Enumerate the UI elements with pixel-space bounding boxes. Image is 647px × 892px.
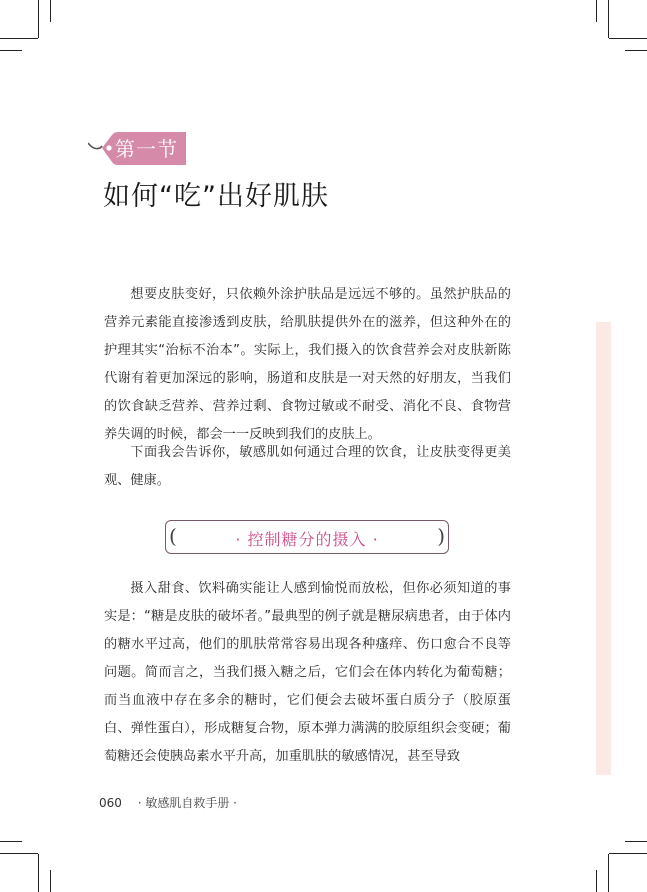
book-title: · 敏感肌自救手册 · bbox=[137, 796, 237, 810]
crop-mark bbox=[609, 38, 647, 39]
crop-mark bbox=[596, 870, 597, 892]
crop-mark bbox=[596, 0, 597, 22]
crop-mark bbox=[0, 50, 22, 51]
page-title: 如何“吃”出好肌肤 bbox=[103, 181, 329, 212]
crop-mark bbox=[0, 841, 22, 842]
crop-mark bbox=[625, 50, 647, 51]
crop-mark bbox=[0, 38, 38, 39]
bracket-left-icon: ( bbox=[169, 524, 177, 548]
crop-mark bbox=[625, 841, 647, 842]
subsection-heading: · 控制糖分的摄入 · bbox=[235, 530, 379, 549]
crop-mark bbox=[38, 854, 39, 892]
crop-mark bbox=[0, 853, 38, 854]
body-paragraph: 下面我会告诉你，敏感肌如何通过合理的饮食，让皮肤变得更美观、健康。 bbox=[104, 445, 511, 488]
page-side-tab bbox=[596, 322, 611, 775]
crop-mark bbox=[38, 0, 39, 38]
page-number: 060 bbox=[99, 796, 122, 810]
crop-mark bbox=[608, 854, 609, 892]
page-footer bbox=[99, 794, 237, 811]
crop-mark bbox=[608, 0, 609, 38]
crop-mark bbox=[50, 0, 51, 22]
body-paragraph: 摄入甜食、饮料确实能让人感到愉悦而放松，但你必须知道的事实是：“糖是皮肤的破坏者。”最典型的例子就是糖尿病患者，由于体内的糖水平过高，他们的肌肤常常容易出现各种瘙痒、伤口愈合不良等问题。简而言之，当我们摄入糖之后，它们会在体内转化为葡萄糖；而当血液中存在多余的糖时，它们便会去破坏蛋白质分子（胶原蛋白、弹性蛋白），形成糖复合物，原本弹力满满的胶原组织会变硬；葡萄糖还会使胰岛素水平升高，加重肌肤的敏感情况，甚至导致 bbox=[104, 581, 511, 764]
section-tag-label: 第一节 bbox=[115, 137, 178, 161]
crop-mark bbox=[609, 853, 647, 854]
crop-mark bbox=[50, 870, 51, 892]
body-paragraph: 想要皮肤变好，只依赖外涂护肤品是远远不够的。虽然护肤品的营养元素能直接渗透到皮肤，给肌肤提供外在的滋养，但这种外在的护理其实“治标不治本”。实际上，我们摄入的饮食营养会对皮肤新陈代谢有着更加深远的影响，肠道和皮肤是一对天然的好朋友，当我们的饮食缺乏营养、营养过剩、食物过敏或不耐受、消化不良、食物营养失调的时候，都会一一反映到我们的皮肤上。 bbox=[104, 287, 511, 442]
subsection-heading-box bbox=[165, 520, 449, 554]
bracket-right-icon: ) bbox=[437, 524, 445, 548]
